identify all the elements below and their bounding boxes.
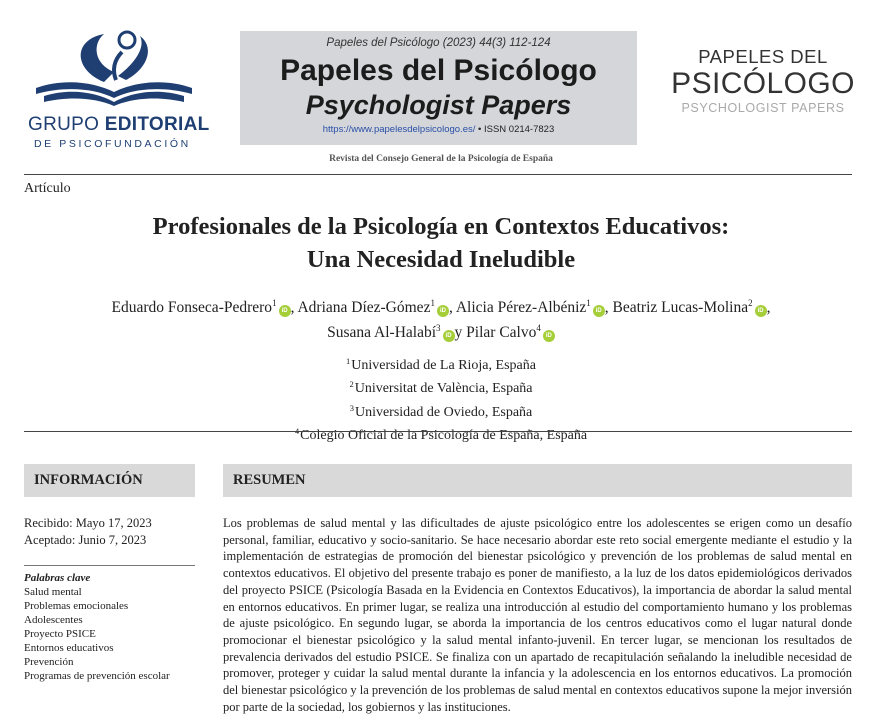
journal-logo-line3: PSYCHOLOGIST PAPERS [681,101,845,115]
journal-logo [668,46,858,115]
keyword-item: Programas de prevención escolar [24,670,170,682]
article-title-line1: Profesionales de la Psicología en Contextos Educativos: [152,213,730,240]
author-3 [456,299,605,316]
author-affiliation-mark: 1 [430,298,435,308]
journal-citation: Papeles del Psicólogo (2023) 44(3) 112-124 [326,37,551,49]
article-dates [24,515,152,548]
affiliation-name: Universidad de La Rioja, España [351,358,536,373]
author-list [0,293,882,343]
orcid-icon[interactable]: iD [593,305,605,317]
author-name: Susana Al-Halabí [327,324,437,341]
affiliation-number: 3 [349,402,354,413]
orcid-icon[interactable]: iD [279,305,291,317]
keyword-item: Salud mental [24,586,82,598]
keywords-heading: Palabras clave [24,572,91,584]
affiliation-name: Universidad de Oviedo, España [354,404,533,420]
journal-url-link[interactable]: https://www.papelesdelpsicologo.es/ [322,124,476,135]
journal-url-line [240,124,637,135]
abstract-heading: RESUMEN [223,464,852,497]
affiliation-2 [0,375,882,398]
affiliation-number: 1 [346,356,351,366]
author-name: Adriana Díez-Gómez [297,299,431,316]
orcid-icon[interactable]: iD [437,305,449,317]
author-2 [297,299,448,316]
journal-logo-line2: PSICÓLOGO [671,67,855,100]
affiliation-number: 4 [294,425,300,436]
journal-subtitle: Psychologist Papers [305,90,572,120]
author-line-2 [0,318,882,343]
accepted-date: Aceptado: Junio 7, 2023 [24,532,147,547]
author-affiliation-mark: 3 [436,323,441,333]
journal-logo-line1: PAPELES DEL [698,46,828,67]
author-name: Beatriz Lucas-Molina [612,299,749,316]
keyword-list [24,571,170,683]
author-separator: y [454,324,463,341]
author-affiliation-mark: 2 [748,298,753,308]
journal-banner [240,31,637,145]
keyword-item: Adolescentes [24,614,83,626]
affiliation-name: Colegio Oficial de la Psicología de España, España [300,427,588,443]
info-divider [24,565,195,566]
open-book-with-figure-logo-icon [34,30,194,112]
author-1 [112,299,291,316]
publisher-name: GRUPO EDITORIAL [28,114,210,135]
author-separator: , [766,299,771,316]
affiliation-divider [24,431,852,432]
keyword-item: Entornos educativos [24,642,114,654]
author-separator: , [448,299,453,316]
affiliation-4 [0,422,882,445]
keyword-item: Problemas emocionales [24,600,129,612]
author-separator: , [604,299,609,316]
publisher-logo [22,30,212,155]
author-name: Alicia Pérez-Albéniz [455,299,587,316]
author-affiliation-mark: 1 [586,298,591,308]
author-affiliation-mark: 1 [272,298,277,308]
info-heading: INFORMACIÓN [24,464,195,497]
abstract-text: Los problemas de salud mental y las dificultades de ajuste psicológico entre los adolescentes se erigen como un desafío personal, familiar, educativo y socio-sanitario. Se hace necesario abordar este reto social emergente mediante el estudio y la implementación de estrategias de promoción del bienestar psicológico y prevención de los problemas de salud mental en contextos educativos. El objetivo del presente trabajo es poner de manifiesto, a la luz de los datos epidemiológicos derivados del proyecto PSICE (Psicología Basada en la Evidencia en Contextos Educativos), la importancia de abordar la salud mental en entornos educativos. En primer lugar, se realiza una introducción al estudio del comportamiento humano y los problemas de ajuste psicológico. En segundo lugar, se aborda la importancia de los centros educativos como el lugar natural donde promocionar el bienestar psicológico y la salud mental infanto-juvenil. En tercer lugar, se mencionan los resultados de prevalencia derivados del estudio PSICE. Se finaliza con un apartado de recapitulación señalando la ineludible necesidad de promover, proteger y cuidar la salud mental durante la infancia y la adolescencia en los entornos educativos. La promoción del bienestar psicológico y la prevención de los problemas de salud mental en contextos educativos supone la mejor inversión por parte de la sociedad, los gobiernos y las instituciones. [223,516,852,714]
author-4 [613,299,767,316]
journal-title: Papeles del Psicólogo [280,54,597,87]
orcid-icon[interactable]: iD [443,330,455,342]
author-5 [327,324,454,341]
journal-issn: • ISSN 0214-7823 [478,124,555,135]
author-6 [466,324,555,341]
author-line-1 [0,293,882,318]
keyword-item: Prevención [24,656,74,668]
author-name: Eduardo Fonseca-Pedrero [111,299,273,316]
affiliation-number: 2 [349,379,354,390]
affiliation-3 [0,399,882,422]
article-title-line2: Una Necesidad Ineludible [306,246,576,273]
journal-tagline: Revista del Consejo General de la Psicología de España [329,154,553,164]
article-title [0,210,882,276]
affiliation-1 [0,352,882,375]
orcid-icon[interactable]: iD [543,330,555,342]
article-type: Artículo [24,181,71,196]
keyword-item: Proyecto PSICE [24,628,96,640]
header-divider [24,174,852,175]
author-name: Pilar Calvo [466,324,537,341]
publisher-subtitle: DE PSICOFUNDACIÓN [34,138,191,150]
received-date: Recibido: Mayo 17, 2023 [24,516,152,530]
author-separator: , [290,299,295,316]
author-affiliation-mark: 4 [536,323,541,333]
orcid-icon[interactable]: iD [755,305,767,317]
affiliation-name: Universitat de València, España [354,381,533,397]
